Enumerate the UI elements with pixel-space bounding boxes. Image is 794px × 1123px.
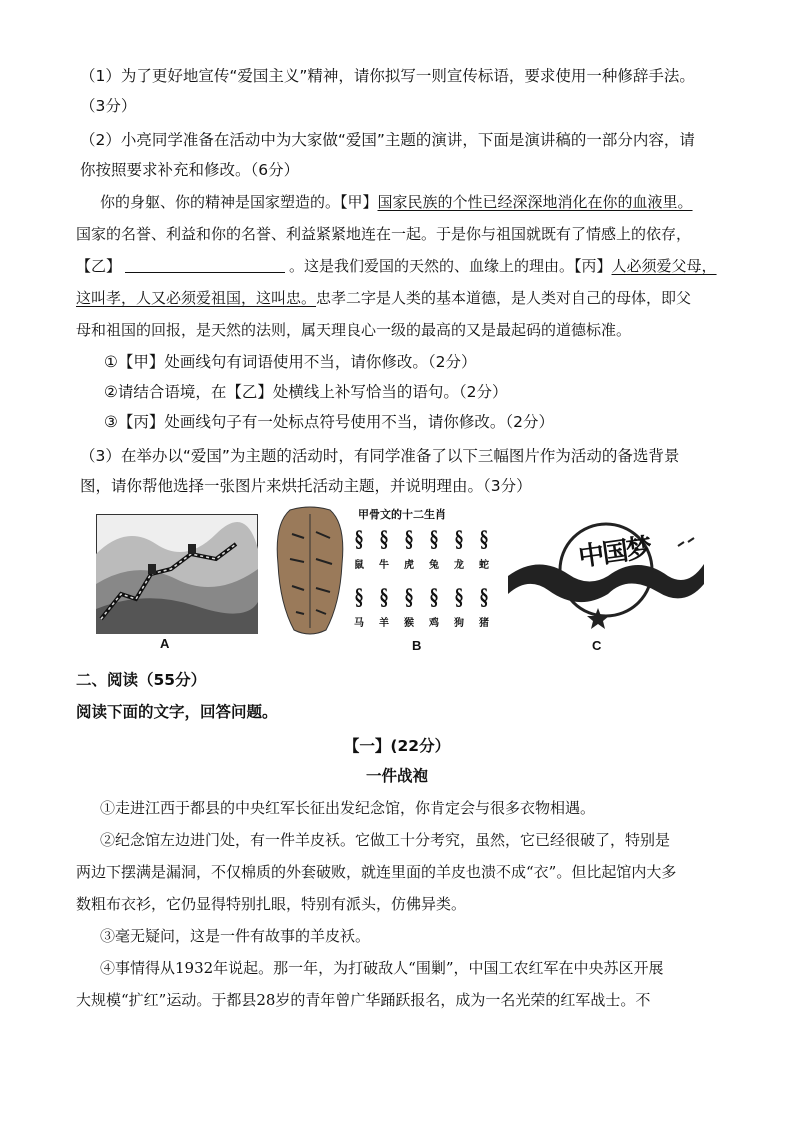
oracle-glyph-icon: § xyxy=(429,527,439,553)
figure-b-oracle-bone-image xyxy=(270,504,500,638)
paragraph-2-line2: 两边下摆满是漏洞，不仅棉质的外套破败，就连里面的羊皮也溃不成“衣”。但比起馆内大多 xyxy=(76,863,677,881)
oracle-glyph-icon: § xyxy=(404,527,414,553)
speech-line5: 母和祖国的回报，是天然的法则，属天理良心一级的最高的又是最起码的道德标准。 xyxy=(76,321,632,339)
speech-line1 xyxy=(100,190,693,214)
zodiac-cell xyxy=(373,524,395,571)
q2-sub1: ①【甲】处画线句有词语使用不当，请你修改。（2分） xyxy=(104,353,477,371)
zodiac-cell xyxy=(398,524,420,571)
figure-a-great-wall-image xyxy=(96,514,258,634)
paragraph-4-line2: 大规模“扩红”运动。于都县28岁的青年曾广华踊跃报名，成为一名光荣的红军战士。不 xyxy=(76,991,651,1009)
figure-b-label: B xyxy=(412,638,422,653)
part-heading: 【一】(22分） xyxy=(343,737,451,755)
oracle-glyph-icon: § xyxy=(454,585,464,611)
zodiac-grid xyxy=(348,524,498,638)
oracle-glyph-icon: § xyxy=(454,527,464,553)
oracle-glyph-icon: § xyxy=(354,527,364,553)
zodiac-name: 猴 xyxy=(404,618,414,629)
underlined-sentence-bing-cont: 这叫孝，人又必须爱祖国，这叫忠。 xyxy=(76,289,317,307)
zodiac-cell xyxy=(423,524,445,571)
oracle-glyph-icon: § xyxy=(354,585,364,611)
chinese-dream-calligraphy: 中国梦 xyxy=(576,533,653,573)
zodiac-cell xyxy=(473,582,495,629)
marker-yi: 【乙】 xyxy=(76,257,122,275)
zodiac-cell xyxy=(448,582,470,629)
q2-sub2: ②请结合语境，在【乙】处横线上补写恰当的语句。（2分） xyxy=(104,383,508,401)
zodiac-cell xyxy=(348,524,370,571)
zodiac-cell xyxy=(473,524,495,571)
underlined-sentence-bing: 人必须爱父母， xyxy=(611,257,717,275)
oracle-glyph-icon: § xyxy=(479,527,489,553)
paragraph-4-line1: ④事情得从1932年说起。那一年，为打破敌人“围剿”，中国工农红军在中央苏区开展 xyxy=(100,959,664,977)
zodiac-name: 猪 xyxy=(479,618,489,629)
paragraph-2-line1: ②纪念馆左边进门处，有一件羊皮袄。它做工十分考究，虽然，它已经很破了，特别是 xyxy=(100,831,671,849)
paragraph-3: ③毫无疑问，这是一件有故事的羊皮袄。 xyxy=(100,927,371,945)
zodiac-cell xyxy=(448,524,470,571)
paragraph-2-line3: 数粗布衣衫，它仍显得特别扎眼，特别有派头，仿佛异类。 xyxy=(76,895,467,913)
zodiac-title: 甲骨文的十二生肖 xyxy=(358,509,446,521)
zodiac-cell xyxy=(398,582,420,629)
zodiac-name: 狗 xyxy=(454,618,464,629)
oracle-glyph-icon: § xyxy=(379,527,389,553)
q3-line1: （3）在举办以“爱国”为主题的活动时，有同学准备了以下三幅图片作为活动的备选背景 xyxy=(80,447,680,465)
q2-line1: （2）小亮同学准备在活动中为大家做“爱国”主题的演讲，下面是演讲稿的一部分内容，请 xyxy=(80,131,695,149)
figure-c-chinese-dream-image xyxy=(508,514,704,634)
zodiac-name: 羊 xyxy=(379,618,389,629)
zodiac-name: 蛇 xyxy=(479,560,489,571)
zodiac-cell xyxy=(373,582,395,629)
zodiac-cell xyxy=(423,582,445,629)
speech-line3 xyxy=(76,254,717,278)
q2-sub3: ③【丙】处画线句子有一处标点符号使用不当，请你修改。（2分） xyxy=(104,413,555,431)
q1-line1: （1）为了更好地宣传“爱国主义”精神，请你拟写一则宣传标语，要求使用一种修辞手法。 xyxy=(80,67,695,85)
q2-line2: 你按照要求补充和修改。（6分） xyxy=(80,161,300,179)
section-instruction: 阅读下面的文字，回答问题。 xyxy=(76,703,278,721)
zodiac-name: 鸡 xyxy=(429,618,439,629)
zodiac-name: 牛 xyxy=(379,560,389,571)
speech-text: 忠孝二字是人类的基本道德，是人类对自己的母体，即父 xyxy=(316,289,692,307)
speech-text: 。这是我们爱国的天然的、血缘上的理由。【丙】 xyxy=(289,257,612,275)
speech-line4 xyxy=(76,286,691,310)
figure-a-label: A xyxy=(160,636,170,651)
zodiac-name: 马 xyxy=(354,618,364,629)
q1-line2: （3分） xyxy=(80,97,137,115)
zodiac-name: 龙 xyxy=(454,560,464,571)
q3-line2: 图，请你帮他选择一张图片来烘托活动主题，并说明理由。（3分） xyxy=(80,477,532,495)
figure-c-label: C xyxy=(592,638,602,653)
blank-line-yi xyxy=(125,256,285,273)
zodiac-cell xyxy=(348,582,370,629)
oracle-glyph-icon: § xyxy=(404,585,414,611)
section-heading: 二、阅读（55分） xyxy=(76,671,207,689)
oracle-glyph-icon: § xyxy=(429,585,439,611)
underlined-sentence-jia: 国家民族的个性已经深深地消化在你的血液里。 xyxy=(377,193,693,211)
oracle-glyph-icon: § xyxy=(379,585,389,611)
zodiac-name: 虎 xyxy=(404,560,414,571)
paragraph-1: ①走进江西于都县的中央红军长征出发纪念馆，你肯定会与很多衣物相遇。 xyxy=(100,799,596,817)
oracle-glyph-icon: § xyxy=(479,585,489,611)
article-title: 一件战袍 xyxy=(365,767,428,785)
zodiac-name: 兔 xyxy=(429,560,439,571)
zodiac-name: 鼠 xyxy=(354,560,364,571)
speech-text: 你的身躯、你的精神是国家塑造的。【甲】 xyxy=(100,193,378,211)
speech-line2: 国家的名誉、利益和你的名誉、利益紧紧地连在一起。于是你与祖国就既有了情感上的依存， xyxy=(76,225,692,243)
